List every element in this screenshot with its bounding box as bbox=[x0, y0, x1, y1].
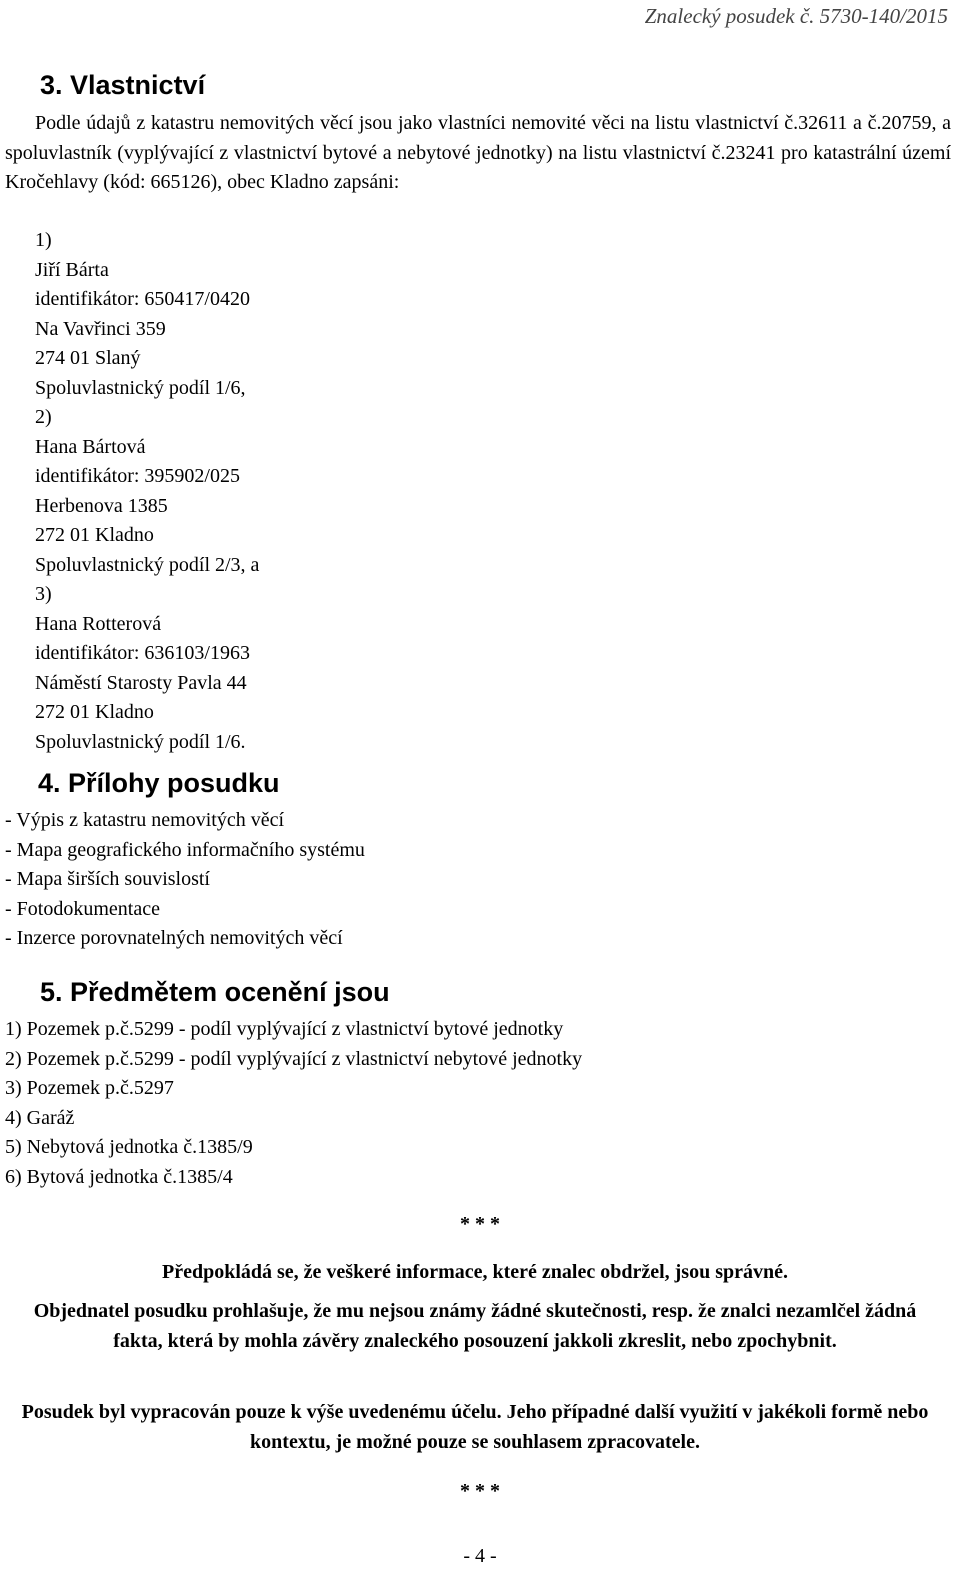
owner-share: Spoluvlastnický podíl 1/6, bbox=[35, 376, 246, 399]
owner-city: 272 01 Kladno bbox=[35, 524, 154, 546]
attachments-list bbox=[5, 806, 365, 954]
owners-list bbox=[35, 226, 259, 757]
valuation-subjects-list bbox=[5, 1015, 582, 1192]
document-header: Znalecký posudek č. 5730-140/2015 bbox=[644, 4, 948, 28]
valuation-subject-item: 6) Bytová jednotka č.1385/4 bbox=[5, 1165, 233, 1188]
section-separator: * * * bbox=[460, 1213, 500, 1235]
attachment-item: - Mapa širších souvislostí bbox=[5, 868, 210, 890]
owner-entry bbox=[35, 403, 259, 580]
attachment-item: - Mapa geografického informačního systému bbox=[5, 838, 365, 861]
valuation-subject-item: 1) Pozemek p.č.5299 - podíl vyplývající z vlastnictví bytové jednotky bbox=[5, 1018, 564, 1040]
owner-identifier: identifikátor: 650417/0420 bbox=[35, 288, 250, 310]
ownership-intro bbox=[5, 109, 951, 198]
section-heading-attachments: 4. Přílohy posudku bbox=[38, 768, 280, 798]
owner-entry bbox=[35, 580, 259, 757]
section-heading-valuation-subjects: 5. Předmětem ocenění jsou bbox=[40, 977, 390, 1007]
valuation-subject-item: 5) Nebytová jednotka č.1385/9 bbox=[5, 1136, 253, 1158]
valuation-subject-item: 2) Pozemek p.č.5299 - podíl vyplývající z vlastnictví nebytové jednotky bbox=[5, 1047, 583, 1070]
owner-city: 274 01 Slaný bbox=[35, 347, 141, 369]
owner-name: Hana Bártová bbox=[35, 435, 146, 458]
attachment-item: - Inzerce porovnatelných nemovitých věcí bbox=[5, 927, 343, 949]
statement-client-declaration: Objednatel posudku prohlašuje, že mu nejsou známy žádné skutečnosti, resp. že znalci nezamlčel žádná fakta, která by mohla závěry znaleckého posouzení jakkoli zkreslit, nebo zpochybnit. bbox=[33, 1300, 917, 1352]
section-heading-ownership: 3. Vlastnictví bbox=[40, 70, 206, 100]
owner-entry bbox=[35, 226, 259, 403]
owner-street: Herbenova 1385 bbox=[35, 494, 168, 517]
owner-street: Náměstí Starosty Pavla 44 bbox=[35, 671, 247, 694]
valuation-subject-item: 4) Garáž bbox=[5, 1106, 75, 1129]
attachment-item: - Fotodokumentace bbox=[5, 897, 160, 920]
page-number: - 4 - bbox=[463, 1545, 497, 1567]
owner-name: Jiří Bárta bbox=[35, 258, 109, 281]
ownership-intro-text: Podle údajů z katastru nemovitých věcí jsou jako vlastníci nemovité věci na listu vlastnictví č.32611 a č.20759, a spoluvlastník (vyplývající z vlastnictví bytové a nebytové jednotky) na listu vlastnictví č.23241 pro katastrální území Kročehlavy (kód: 665126), obec Kladno zapsáni: bbox=[5, 112, 951, 193]
owner-share: Spoluvlastnický podíl 2/3, a bbox=[35, 553, 260, 576]
owner-city: 272 01 Kladno bbox=[35, 701, 154, 723]
owner-identifier: identifikátor: 395902/025 bbox=[35, 465, 240, 487]
owner-number: 3) bbox=[35, 583, 52, 605]
valuation-subject-item: 3) Pozemek p.č.5297 bbox=[5, 1077, 174, 1099]
owner-name: Hana Rotterová bbox=[35, 612, 162, 635]
owner-number: 2) bbox=[35, 406, 52, 428]
statement-purpose-limitation: Posudek byl vypracován pouze k výše uvedenému účelu. Jeho případné další využití v jakékoli formě nebo kontextu, je možné pouze se souhlasem zpracovatele. bbox=[21, 1401, 929, 1453]
owner-identifier: identifikátor: 636103/1963 bbox=[35, 642, 250, 664]
owner-number: 1) bbox=[35, 229, 52, 251]
owner-street: Na Vavřinci 359 bbox=[35, 317, 166, 340]
section-separator: * * * bbox=[460, 1480, 500, 1502]
owner-share: Spoluvlastnický podíl 1/6. bbox=[35, 730, 246, 753]
statement-information-correct: Předpokládá se, že veškeré informace, které znalec obdržel, jsou správné. bbox=[162, 1261, 788, 1283]
attachment-item: - Výpis z katastru nemovitých věcí bbox=[5, 809, 285, 831]
